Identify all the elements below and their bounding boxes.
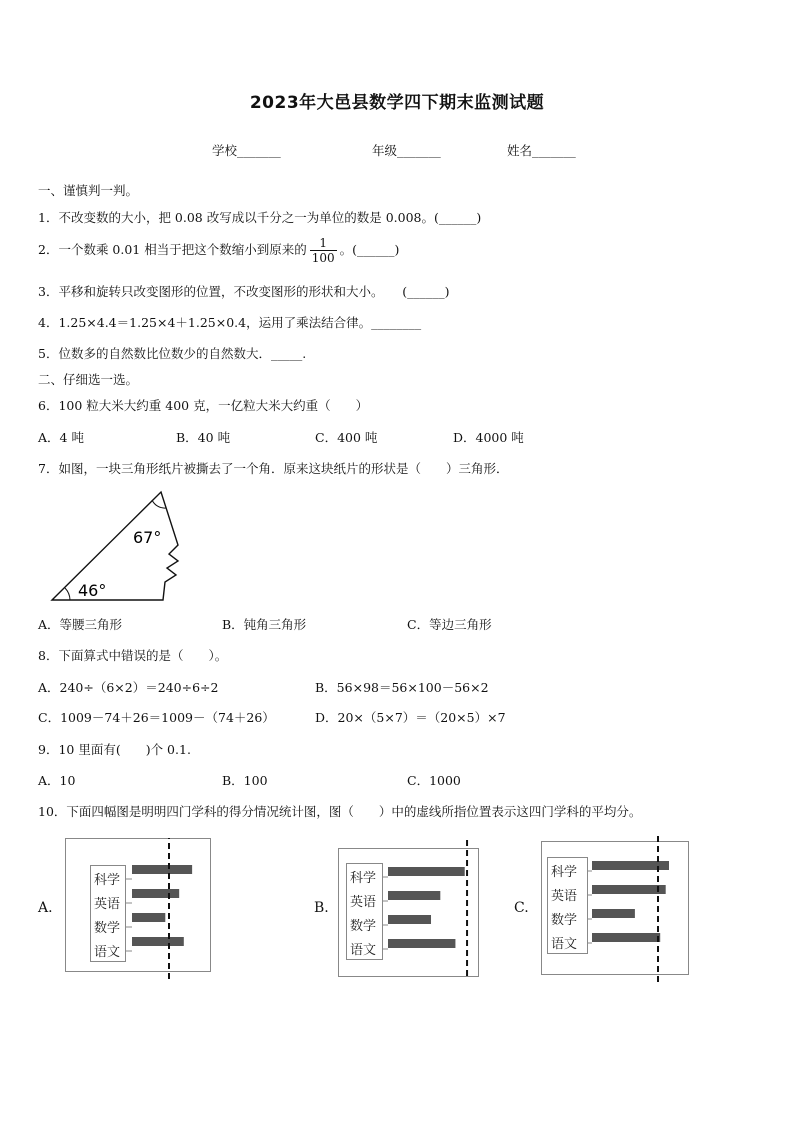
q6-option-b: B．40 吨 xyxy=(176,430,231,445)
subject-label: 科学 xyxy=(350,871,377,886)
question-9: 9．10 里面有( )个 0.1. xyxy=(38,742,191,757)
section2-heading: 二、仔细选一选。 xyxy=(38,372,139,387)
score-bar xyxy=(132,865,192,874)
score-bar xyxy=(388,939,455,948)
score-bar xyxy=(592,933,660,942)
fraction xyxy=(310,236,337,265)
score-bar xyxy=(388,867,465,876)
question-1: 1．不改变数的大小，把 0.08 改写成以千分之一为单位的数是 0.008。(______) xyxy=(38,210,482,225)
score-bar xyxy=(132,913,165,922)
question-4: 4．1.25×4.4＝1.25×4＋1.25×0.4，运用了乘法结合律。________ xyxy=(38,315,422,330)
angle-label-bottom: 46° xyxy=(78,581,107,600)
q6-option-d: D．4000 吨 xyxy=(453,430,524,445)
q7-option-c: C．等边三角形 xyxy=(407,617,492,632)
grade-field[interactable]: 年级_______ xyxy=(372,143,441,158)
page-title: 2023年大邑县数学四下期末监测试题 xyxy=(249,93,545,113)
question-2-text: 2．一个数乘 0.01 相当于把这个数缩小到原来的 xyxy=(38,242,307,257)
score-bar xyxy=(592,885,666,894)
q6-option-a: A．4 吨 xyxy=(38,430,84,445)
score-bar xyxy=(388,915,431,924)
question-10: 10．下面四幅图是明明四门学科的得分情况统计图，图（ ）中的虚线所指位置表示这四门学科的平均分。 xyxy=(38,804,642,819)
question-8: 8．下面算式中错误的是（ ）。 xyxy=(38,648,228,663)
school-field[interactable]: 学校_______ xyxy=(212,143,281,158)
q10-option-b-label: B. xyxy=(314,900,329,916)
fraction-denominator: 100 xyxy=(311,251,335,265)
q9-option-c: C．1000 xyxy=(407,773,461,788)
q8-option-b: B．56×98＝56×100－56×2 xyxy=(315,680,489,695)
score-bar xyxy=(132,889,179,898)
q6-option-c: C．400 吨 xyxy=(315,430,378,445)
q7-option-a: A．等腰三角形 xyxy=(38,617,123,632)
torn-triangle-figure xyxy=(48,488,188,606)
subject-label: 数学 xyxy=(94,921,121,936)
subject-label: 数学 xyxy=(350,919,377,934)
question-2-blank: 。(______) xyxy=(339,242,400,257)
bar-chart-c xyxy=(538,836,693,984)
score-bar xyxy=(132,937,184,946)
question-3: 3．平移和旋转只改变图形的位置，不改变图形的形状和大小。 (______) xyxy=(38,284,450,299)
bar-chart-b xyxy=(338,840,488,980)
score-bar xyxy=(388,891,440,900)
subject-label: 科学 xyxy=(94,873,121,888)
q8-option-d: D．20×（5×7）＝（20×5）×7 xyxy=(315,710,506,725)
subject-label: 数学 xyxy=(551,913,578,928)
subject-label: 英语 xyxy=(350,895,377,910)
subject-label: 语文 xyxy=(551,937,578,952)
q9-option-b: B．100 xyxy=(222,773,268,788)
angle-arc-bottom xyxy=(65,588,70,600)
fraction-numerator: 1 xyxy=(310,236,337,251)
question-7: 7．如图，一块三角形纸片被撕去了一个角．原来这块纸片的形状是（ ）三角形． xyxy=(38,461,509,476)
name-field[interactable]: 姓名_______ xyxy=(507,143,576,158)
angle-label-top: 67° xyxy=(133,528,162,547)
q10-option-a-label: A. xyxy=(38,900,53,916)
score-bar xyxy=(592,909,635,918)
q9-option-a: A．10 xyxy=(38,773,76,788)
section1-heading: 一、谨慎判一判。 xyxy=(38,183,139,198)
bar-chart-a xyxy=(65,838,215,980)
question-2 xyxy=(38,236,399,265)
question-5: 5．位数多的自然数比位数少的自然数大．_____. xyxy=(38,346,307,361)
q8-option-c: C．1009－74＋26＝1009－（74＋26） xyxy=(38,710,275,725)
q7-option-b: B．钝角三角形 xyxy=(222,617,307,632)
subject-label: 语文 xyxy=(94,945,121,960)
subject-label: 英语 xyxy=(551,889,578,904)
subject-label: 英语 xyxy=(94,897,121,912)
q10-option-c-label: C. xyxy=(514,900,529,916)
question-6: 6．100 粒大米大约重 400 克，一亿粒大米大约重（ ） xyxy=(38,398,369,413)
subject-label: 语文 xyxy=(350,943,377,958)
subject-label: 科学 xyxy=(551,865,578,880)
q8-option-a: A．240÷（6×2）＝240÷6÷2 xyxy=(38,680,219,695)
chart-frame xyxy=(66,839,211,972)
